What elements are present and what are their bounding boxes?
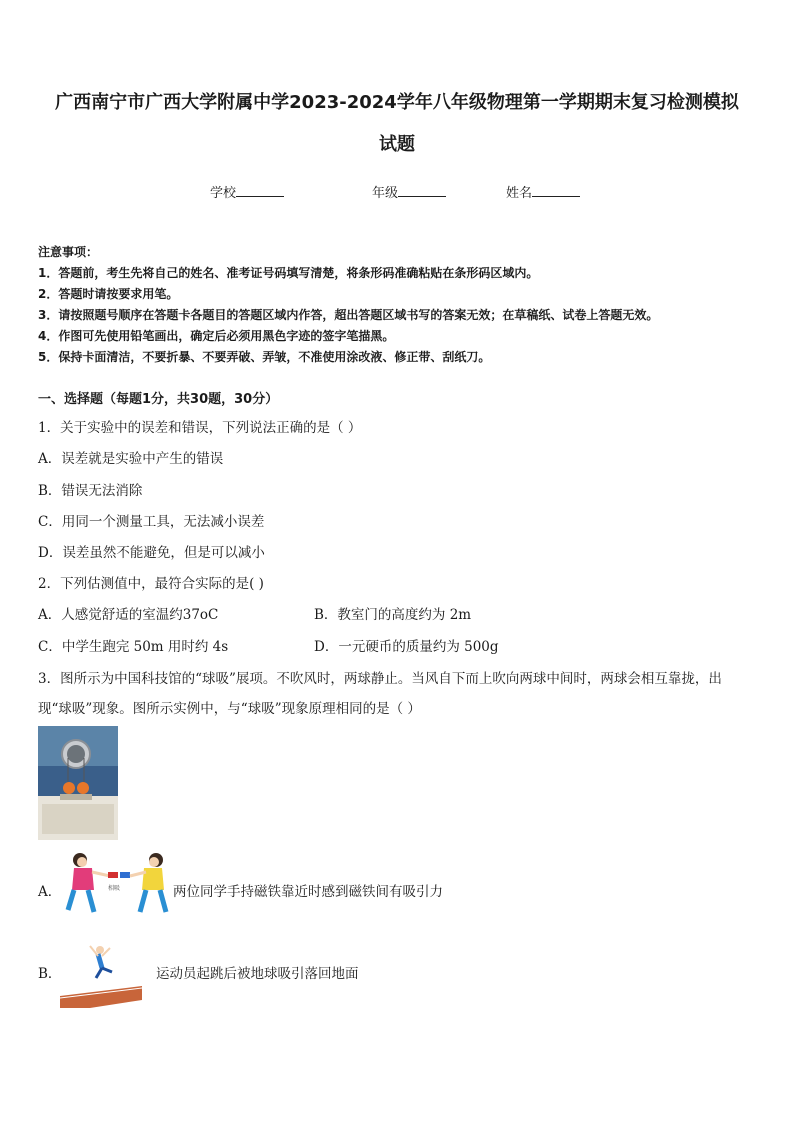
q3-stem-line1: 3．图所示为中国科技馆的“球吸”展项。不吹风时，两球静止。当风自下而上吹向两球中间时，两球会相互靠拢，出 <box>38 671 722 687</box>
school-blank[interactable] <box>236 184 284 197</box>
page-title-line2: 试题 <box>379 134 415 155</box>
note-item: 2．答题时请按要求用笔。 <box>38 287 179 301</box>
note-item: 4．作图可先使用铅笔画出，确定后必须用黑色字迹的签字笔描黑。 <box>38 329 395 343</box>
q1-option-b[interactable]: B．错误无法消除 <box>38 483 143 499</box>
q2-option-a[interactable]: A．人感觉舒适的室温约37oC <box>38 607 219 623</box>
school-field[interactable] <box>210 182 284 201</box>
grade-field[interactable] <box>372 182 446 201</box>
note-item: 1．答题前，考生先将自己的姓名、准考证号码填写清楚，将条形码准确粘贴在条形码区域内。 <box>38 266 539 280</box>
q2-option-b[interactable]: B．教室门的高度约为 2m <box>314 607 472 623</box>
school-label: 学校 <box>210 186 237 201</box>
page-title: 广西南宁市广西大学附属中学2023-2024学年八年级物理第一学期期末复习检测模拟 <box>55 92 739 113</box>
note-item: 3．请按照题号顺序在答题卡各题目的答题区域内作答，超出答题区域书写的答案无效；在草稿纸、试卷上答题无效。 <box>38 308 659 322</box>
ball-exhibit-photo <box>38 726 118 840</box>
figure-label: 相吸 <box>108 885 121 892</box>
q2-stem: 2．下列估测值中，最符合实际的是( ) <box>38 576 264 592</box>
notes-heading: 注意事项： <box>38 245 99 259</box>
q2-option-d[interactable]: D．一元硬币的质量约为 500g <box>314 639 499 655</box>
q1-option-a[interactable]: A．误差就是实验中产生的错误 <box>38 451 224 467</box>
grade-blank[interactable] <box>398 184 446 197</box>
name-label: 姓名 <box>506 186 533 201</box>
q2-option-c[interactable]: C．中学生跑完 50m 用时约 4s <box>38 639 229 655</box>
athlete-jump-figure <box>60 942 142 1008</box>
q3-option-b-letter[interactable]: B． <box>38 966 62 982</box>
notes-block <box>38 242 658 368</box>
note-item: 5．保持卡面清洁，不要折暴、不要弄破、弄皱，不准使用涂改液、修正带、刮纸刀。 <box>38 350 491 364</box>
q3-option-b-text[interactable]: 运动员起跳后被地球吸引落回地面 <box>156 966 359 982</box>
q3-option-a-text[interactable]: 两位同学手持磁铁靠近时感到磁铁间有吸引力 <box>173 884 443 900</box>
q1-option-c[interactable]: C．用同一个测量工具，无法减小误差 <box>38 514 265 530</box>
section-heading: 一、选择题（每题1分，共30题，30分） <box>38 392 279 407</box>
q1-stem: 1．关于实验中的误差和错误，下列说法正确的是（ ） <box>38 420 362 436</box>
name-field[interactable] <box>506 182 580 201</box>
q3-option-a-letter[interactable]: A． <box>38 884 62 900</box>
magnet-students-figure <box>64 850 172 924</box>
name-blank[interactable] <box>532 184 580 197</box>
q3-stem-line2: 现“球吸”现象。图所示实例中，与“球吸”现象原理相同的是（ ） <box>38 701 421 717</box>
grade-label: 年级 <box>372 186 399 201</box>
q1-option-d[interactable]: D．误差虽然不能避免，但是可以减小 <box>38 545 265 561</box>
